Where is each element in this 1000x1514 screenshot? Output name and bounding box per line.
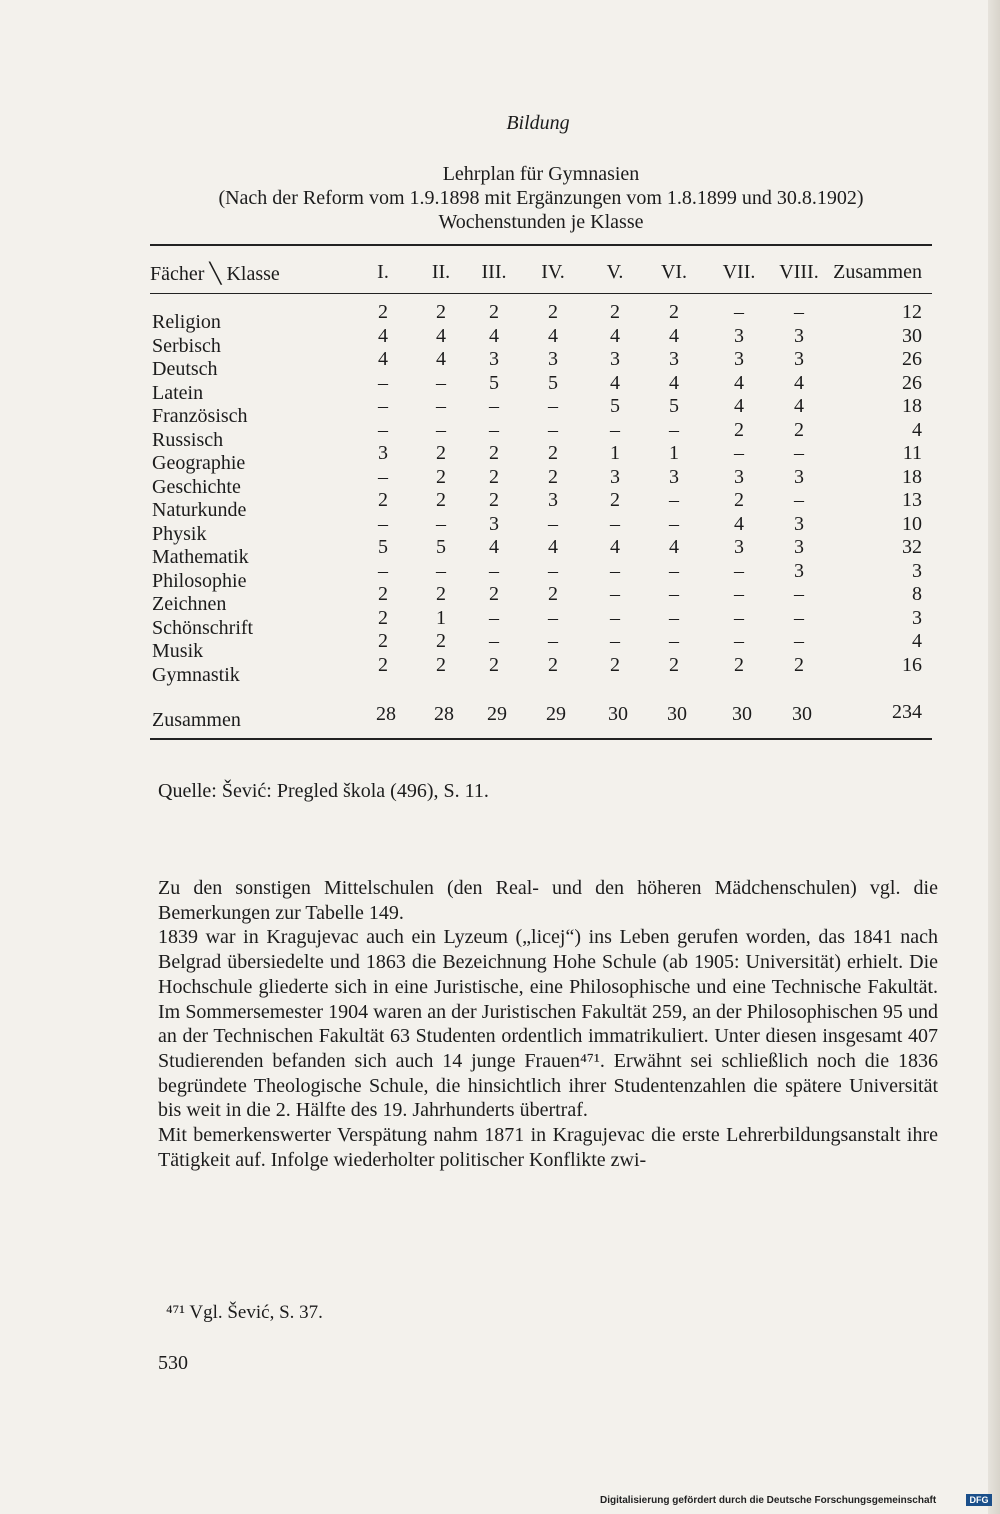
hour-cell: 2	[794, 419, 804, 441]
hour-cell: –	[610, 419, 620, 441]
row-total-cell: 3	[912, 560, 922, 582]
subject-label: Mathematik	[152, 546, 249, 568]
hour-cell: 2	[378, 583, 388, 605]
sum-cell: 29	[487, 703, 507, 725]
row-total-cell: 12	[902, 301, 922, 323]
hour-cell: 4	[489, 325, 499, 347]
hour-cell: 2	[734, 419, 744, 441]
row-total-cell: 16	[902, 654, 922, 676]
hour-cell: –	[669, 630, 679, 652]
hour-cell: –	[548, 513, 558, 535]
hour-cell: 2	[378, 301, 388, 323]
hour-cell: 1	[436, 607, 446, 629]
hour-cell: 4	[794, 372, 804, 394]
table-title: Lehrplan für Gymnasien	[442, 163, 640, 185]
column-header: II.	[431, 261, 451, 283]
hour-cell: 2	[489, 489, 499, 511]
hour-cell: 2	[436, 442, 446, 464]
hour-cell: 4	[734, 395, 744, 417]
hour-cell: 3	[794, 466, 804, 488]
hour-cell: 3	[548, 489, 558, 511]
hour-cell: 2	[610, 301, 620, 323]
hour-cell: –	[436, 560, 446, 582]
hour-cell: 4	[794, 395, 804, 417]
row-total-cell: 32	[902, 536, 922, 558]
hour-cell: –	[378, 419, 388, 441]
hour-cell: –	[378, 560, 388, 582]
hour-cell: 2	[378, 489, 388, 511]
table-bottom-rule	[150, 738, 932, 740]
column-header: VI.	[660, 261, 688, 283]
hour-cell: –	[794, 583, 804, 605]
hour-cell: 2	[378, 654, 388, 676]
hour-cell: –	[794, 607, 804, 629]
total-column-header: Zusammen	[833, 261, 922, 283]
hour-cell: 5	[548, 372, 558, 394]
hour-cell: 2	[548, 466, 558, 488]
hour-cell: 3	[794, 560, 804, 582]
hour-cell: 4	[610, 536, 620, 558]
hour-cell: –	[610, 583, 620, 605]
sum-cell: 30	[608, 703, 628, 725]
hour-cell: 2	[436, 630, 446, 652]
hour-cell: 3	[794, 348, 804, 370]
hour-cell: 4	[378, 325, 388, 347]
row-total-cell: 26	[902, 372, 922, 394]
hour-cell: –	[734, 560, 744, 582]
row-total-cell: 30	[902, 325, 922, 347]
hour-cell: –	[378, 513, 388, 535]
sum-cell: 30	[732, 703, 752, 725]
hour-cell: 2	[489, 654, 499, 676]
corner-header: Fächer ╲ Klasse	[150, 263, 280, 285]
hour-cell: 5	[610, 395, 620, 417]
hour-cell: 3	[794, 513, 804, 535]
hour-cell: 4	[669, 536, 679, 558]
subject-label: Geschichte	[152, 476, 241, 498]
subject-label: Russisch	[152, 429, 224, 451]
paragraph-2: 1839 war in Kragujevac auch ein Lyzeum („licej“) ins Leben gerufen worden, das 1841 nach Belgrad übersiedelte und 1863 die Bezeichnung Hohe Schule (ab 1905: Universität) erhielt. Die Hochschule gliederte sich in eine Juristische, eine Philosophische und eine Technische Fakultät. Im Sommersemester 1904 waren an der Juristischen Fakultät 259, an der Philosophischen 95 und an der Technischen Fakultät 63 Studenten ordentlich immatrikuliert. Unter diesen insgesamt 407 Studierenden befanden sich auch 14 junge Frauen⁴⁷¹. Erwähnt sei schließlich noch die 1836 begründete Theologische Schule, die hinsichtlich ihrer Studentenzahlen die spätere Universität bis weit in die 2. Hälfte des 19. Jahrhunderts übertraf.	[158, 926, 938, 1122]
hour-cell: 3	[734, 466, 744, 488]
page-edge	[988, 0, 1000, 1514]
hour-cell: –	[436, 372, 446, 394]
subject-label: Gymnastik	[152, 664, 240, 686]
row-total-cell: 3	[912, 607, 922, 629]
hour-cell: –	[378, 395, 388, 417]
hour-cell: –	[436, 395, 446, 417]
hour-cell: 3	[734, 348, 744, 370]
column-header: VIII.	[779, 261, 819, 283]
hour-cell: 2	[378, 630, 388, 652]
hour-cell: 4	[548, 536, 558, 558]
hour-cell: 3	[489, 513, 499, 535]
digitization-banner: Digitalisierung gefördert durch die Deutsche Forschungsgemeinschaft	[600, 1495, 937, 1506]
table-source: Quelle: Šević: Pregled škola (496), S. 11.	[158, 780, 489, 802]
hour-cell: 2	[436, 301, 446, 323]
row-total-cell: 4	[912, 630, 922, 652]
hour-cell: 5	[436, 536, 446, 558]
hour-cell: –	[436, 419, 446, 441]
hour-cell: –	[794, 489, 804, 511]
footnote-471: ⁴⁷¹ Vgl. Šević, S. 37.	[166, 1302, 323, 1323]
paragraph-1: Zu den sonstigen Mittelschulen (den Real- und den höheren Mädchenschulen) vgl. die Bemerkungen zur Tabelle 149.	[158, 877, 938, 924]
hour-cell: –	[669, 513, 679, 535]
hour-cell: –	[669, 583, 679, 605]
sum-cell: 28	[376, 703, 396, 725]
hour-cell: 5	[378, 536, 388, 558]
hour-cell: 4	[436, 325, 446, 347]
sum-row-label: Zusammen	[152, 709, 241, 731]
subject-label: Latein	[152, 382, 204, 404]
subject-label: Serbisch	[152, 335, 221, 357]
subject-label: Naturkunde	[152, 499, 247, 521]
column-header: V.	[606, 261, 624, 283]
hour-cell: –	[669, 489, 679, 511]
column-header: I.	[377, 261, 389, 283]
row-total-cell: 18	[902, 395, 922, 417]
subject-label: Schönschrift	[152, 617, 254, 639]
subject-label: Musik	[152, 640, 204, 662]
hour-cell: 2	[734, 654, 744, 676]
row-total-cell: 26	[902, 348, 922, 370]
hour-cell: 4	[610, 372, 620, 394]
subject-label: Französisch	[152, 405, 248, 427]
table-subtitle: (Nach der Reform vom 1.9.1898 mit Ergänzungen vom 1.8.1899 und 30.8.1902)	[218, 187, 864, 209]
hour-cell: 3	[669, 466, 679, 488]
hour-cell: 3	[489, 348, 499, 370]
hour-cell: –	[610, 560, 620, 582]
hour-cell: –	[734, 583, 744, 605]
subject-label: Zeichnen	[152, 593, 227, 615]
row-total-cell: 4	[912, 419, 922, 441]
grand-total-cell: 234	[892, 701, 922, 723]
subject-label: Physik	[152, 523, 207, 545]
hour-cell: 2	[734, 489, 744, 511]
table-subtitle-weekly: Wochenstunden je Klasse	[438, 211, 644, 233]
hour-cell: –	[669, 560, 679, 582]
hour-cell: 2	[548, 654, 558, 676]
hour-cell: 1	[669, 442, 679, 464]
hour-cell: 4	[669, 372, 679, 394]
hour-cell: –	[734, 442, 744, 464]
hour-cell: –	[734, 301, 744, 323]
hour-cell: 3	[548, 348, 558, 370]
hour-cell: –	[548, 607, 558, 629]
hour-cell: 4	[610, 325, 620, 347]
running-header: Bildung	[506, 112, 570, 134]
hour-cell: –	[436, 513, 446, 535]
row-total-cell: 8	[912, 583, 922, 605]
hour-cell: 2	[669, 654, 679, 676]
row-total-cell: 11	[902, 442, 922, 464]
hour-cell: 2	[436, 583, 446, 605]
hour-cell: 2	[378, 607, 388, 629]
hour-cell: 2	[548, 301, 558, 323]
hour-cell: 3	[734, 325, 744, 347]
hour-cell: 2	[489, 466, 499, 488]
hour-cell: 2	[436, 489, 446, 511]
hour-cell: 4	[734, 513, 744, 535]
hour-cell: 2	[489, 301, 499, 323]
body-text	[158, 876, 938, 1172]
hour-cell: 3	[794, 325, 804, 347]
hour-cell: –	[378, 372, 388, 394]
hour-cell: –	[489, 419, 499, 441]
hour-cell: 5	[669, 395, 679, 417]
subject-label: Geographie	[152, 452, 246, 474]
hour-cell: –	[610, 607, 620, 629]
hour-cell: 2	[436, 654, 446, 676]
sum-cell: 28	[434, 703, 454, 725]
hour-cell: –	[489, 607, 499, 629]
column-header: VII.	[722, 261, 756, 283]
hour-cell: 2	[436, 466, 446, 488]
hour-cell: 4	[669, 325, 679, 347]
hour-cell: 2	[669, 301, 679, 323]
hour-cell: 2	[548, 583, 558, 605]
hour-cell: 3	[610, 348, 620, 370]
hour-cell: –	[489, 560, 499, 582]
hour-cell: 3	[378, 442, 388, 464]
table-top-rule	[150, 244, 932, 246]
hour-cell: –	[669, 607, 679, 629]
hour-cell: 3	[794, 536, 804, 558]
row-total-cell: 13	[902, 489, 922, 511]
hour-cell: 3	[734, 536, 744, 558]
hour-cell: 3	[669, 348, 679, 370]
hour-cell: 4	[548, 325, 558, 347]
hour-cell: –	[548, 395, 558, 417]
paragraph-3: Mit bemerkenswerter Verspätung nahm 1871 in Kragujevac die erste Lehrerbildungsanstalt ihre Tätigkeit auf. Infolge wiederholter politischer Konflikte zwi-	[158, 1124, 938, 1171]
hour-cell: –	[548, 419, 558, 441]
hour-cell: 2	[489, 442, 499, 464]
row-total-cell: 10	[902, 513, 922, 535]
hour-cell: 2	[610, 654, 620, 676]
hour-cell: 3	[610, 466, 620, 488]
hour-cell: –	[734, 630, 744, 652]
subject-label: Deutsch	[152, 358, 218, 380]
hour-cell: 4	[436, 348, 446, 370]
hour-cell: –	[489, 630, 499, 652]
hour-cell: –	[794, 301, 804, 323]
dfg-logo-icon: DFG	[966, 1494, 992, 1506]
hour-cell: –	[378, 466, 388, 488]
sum-cell: 30	[667, 703, 687, 725]
column-header: IV.	[541, 261, 565, 283]
page-number: 530	[158, 1352, 188, 1374]
hour-cell: –	[794, 630, 804, 652]
hour-cell: 2	[548, 442, 558, 464]
sum-cell: 29	[546, 703, 566, 725]
hour-cell: 2	[794, 654, 804, 676]
hour-cell: 2	[489, 583, 499, 605]
hour-cell: –	[610, 513, 620, 535]
hour-cell: –	[548, 630, 558, 652]
hour-cell: –	[548, 560, 558, 582]
hour-cell: –	[669, 419, 679, 441]
subject-label: Philosophie	[152, 570, 247, 592]
hour-cell: –	[794, 442, 804, 464]
table-head-rule	[150, 293, 932, 294]
hour-cell: –	[734, 607, 744, 629]
hour-cell: 5	[489, 372, 499, 394]
sum-cell: 30	[792, 703, 812, 725]
hour-cell: –	[610, 630, 620, 652]
hour-cell: 4	[734, 372, 744, 394]
row-total-cell: 18	[902, 466, 922, 488]
column-header: III.	[481, 261, 507, 283]
hour-cell: 1	[610, 442, 620, 464]
subject-label: Religion	[152, 311, 221, 333]
hour-cell: –	[489, 395, 499, 417]
hour-cell: 4	[378, 348, 388, 370]
hour-cell: 4	[489, 536, 499, 558]
hour-cell: 2	[610, 489, 620, 511]
